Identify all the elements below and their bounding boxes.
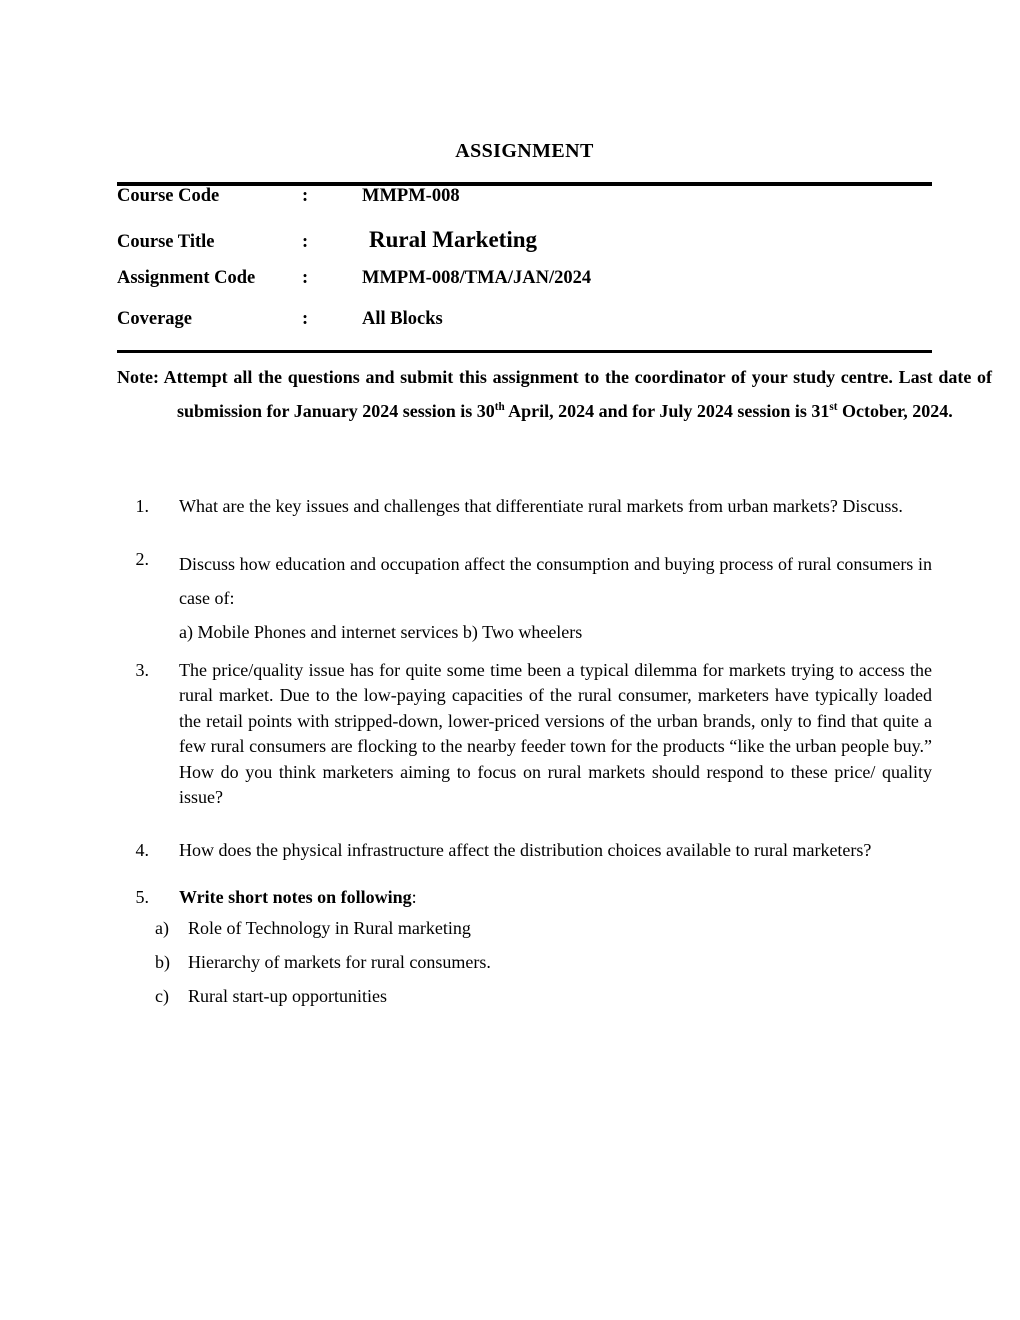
- question-number: 4.: [135, 839, 149, 860]
- question-subtext: a) Mobile Phones and internet services b) Two wheelers: [179, 621, 583, 642]
- page-title: ASSIGNMENT: [455, 140, 594, 162]
- table-row: [117, 268, 932, 309]
- question-list: [117, 494, 932, 1013]
- question-text: Discuss how education and occupation affect the consumption and buying process of rural consumers in case of:: [179, 553, 932, 608]
- course-info-table: [117, 182, 932, 353]
- question-text: The price/quality issue has for quite some time been a typical dilemma for markets trying to access the rural market. Due to the low-paying capacities of the rural consumer, marketers have typically loaded the retail points with stripped-down, lower-priced versions of the urban brands, only to find that quite a few rural consumers are flocking to the nearby feeder town for the products “like the urban people buy.” How do you think marketers aiming to focus on rural markets should respond to these price/ quality issue?: [179, 659, 932, 807]
- note-prefix: Note:: [117, 367, 159, 387]
- list-item: [117, 945, 932, 979]
- question-heading-bold: Write short notes on following: [179, 887, 412, 907]
- question-heading: [149, 885, 932, 911]
- colon-separator: :: [302, 186, 309, 206]
- question-number: 1.: [135, 496, 149, 516]
- assignment-code-label: Assignment Code: [117, 268, 256, 288]
- sub-item-text: Rural start-up opportunities: [188, 985, 387, 1006]
- colon-separator: :: [302, 232, 309, 252]
- colon-separator: :: [302, 309, 309, 329]
- note-superscript-th: th: [494, 401, 505, 413]
- question-text: What are the key issues and challenges that differentiate rural markets from urban markets? Discuss.: [179, 496, 903, 516]
- table-row: [117, 186, 932, 227]
- question-item: [117, 885, 932, 911]
- question-item: [117, 838, 932, 864]
- question-text: How does the physical infrastructure affect the distribution choices available to rural marketers?: [179, 839, 872, 860]
- sub-item-marker: c): [155, 985, 169, 1006]
- question-item: [117, 494, 932, 520]
- short-notes-list: [117, 911, 932, 1013]
- question-heading-tail: :: [411, 887, 417, 907]
- course-title-label: Course Title: [117, 232, 215, 252]
- table-row: [117, 309, 932, 350]
- submission-note: [117, 360, 992, 428]
- assignment-code-value: MMPM-008/TMA/JAN/2024: [362, 268, 592, 288]
- list-item: [117, 979, 932, 1013]
- course-code-value: MMPM-008: [362, 186, 460, 206]
- list-item: [117, 911, 932, 945]
- coverage-value: All Blocks: [362, 309, 443, 329]
- table-row: [117, 227, 932, 268]
- colon-separator: :: [302, 268, 309, 288]
- spacer: [117, 520, 932, 547]
- spacer: [117, 649, 932, 658]
- sub-item-marker: a): [155, 917, 169, 938]
- spacer: [117, 863, 932, 885]
- sub-item-marker: b): [155, 951, 170, 972]
- spacer: [117, 811, 932, 838]
- question-item: [117, 547, 932, 615]
- note-part-3: October, 2024.: [837, 401, 953, 421]
- question-number: 5.: [135, 887, 149, 907]
- course-title-value: Rural Marketing: [369, 227, 538, 252]
- course-code-label: Course Code: [117, 186, 220, 206]
- question-subtext-row: [117, 615, 932, 649]
- question-number: 2.: [135, 548, 149, 569]
- question-number: 3.: [135, 659, 149, 680]
- note-superscript-st: st: [829, 401, 838, 413]
- sub-item-text: Role of Technology in Rural marketing: [188, 917, 471, 938]
- note-part-1: Attempt all the questions and submit this assignment to the coordinator of your study centre. Last date of submission for January 2024 session is 30: [158, 367, 992, 421]
- question-item: [117, 658, 932, 811]
- coverage-label: Coverage: [117, 309, 192, 329]
- note-part-2: April, 2024 and for July 2024 session is 31: [504, 401, 830, 421]
- sub-item-text: Hierarchy of markets for rural consumers.: [188, 951, 491, 972]
